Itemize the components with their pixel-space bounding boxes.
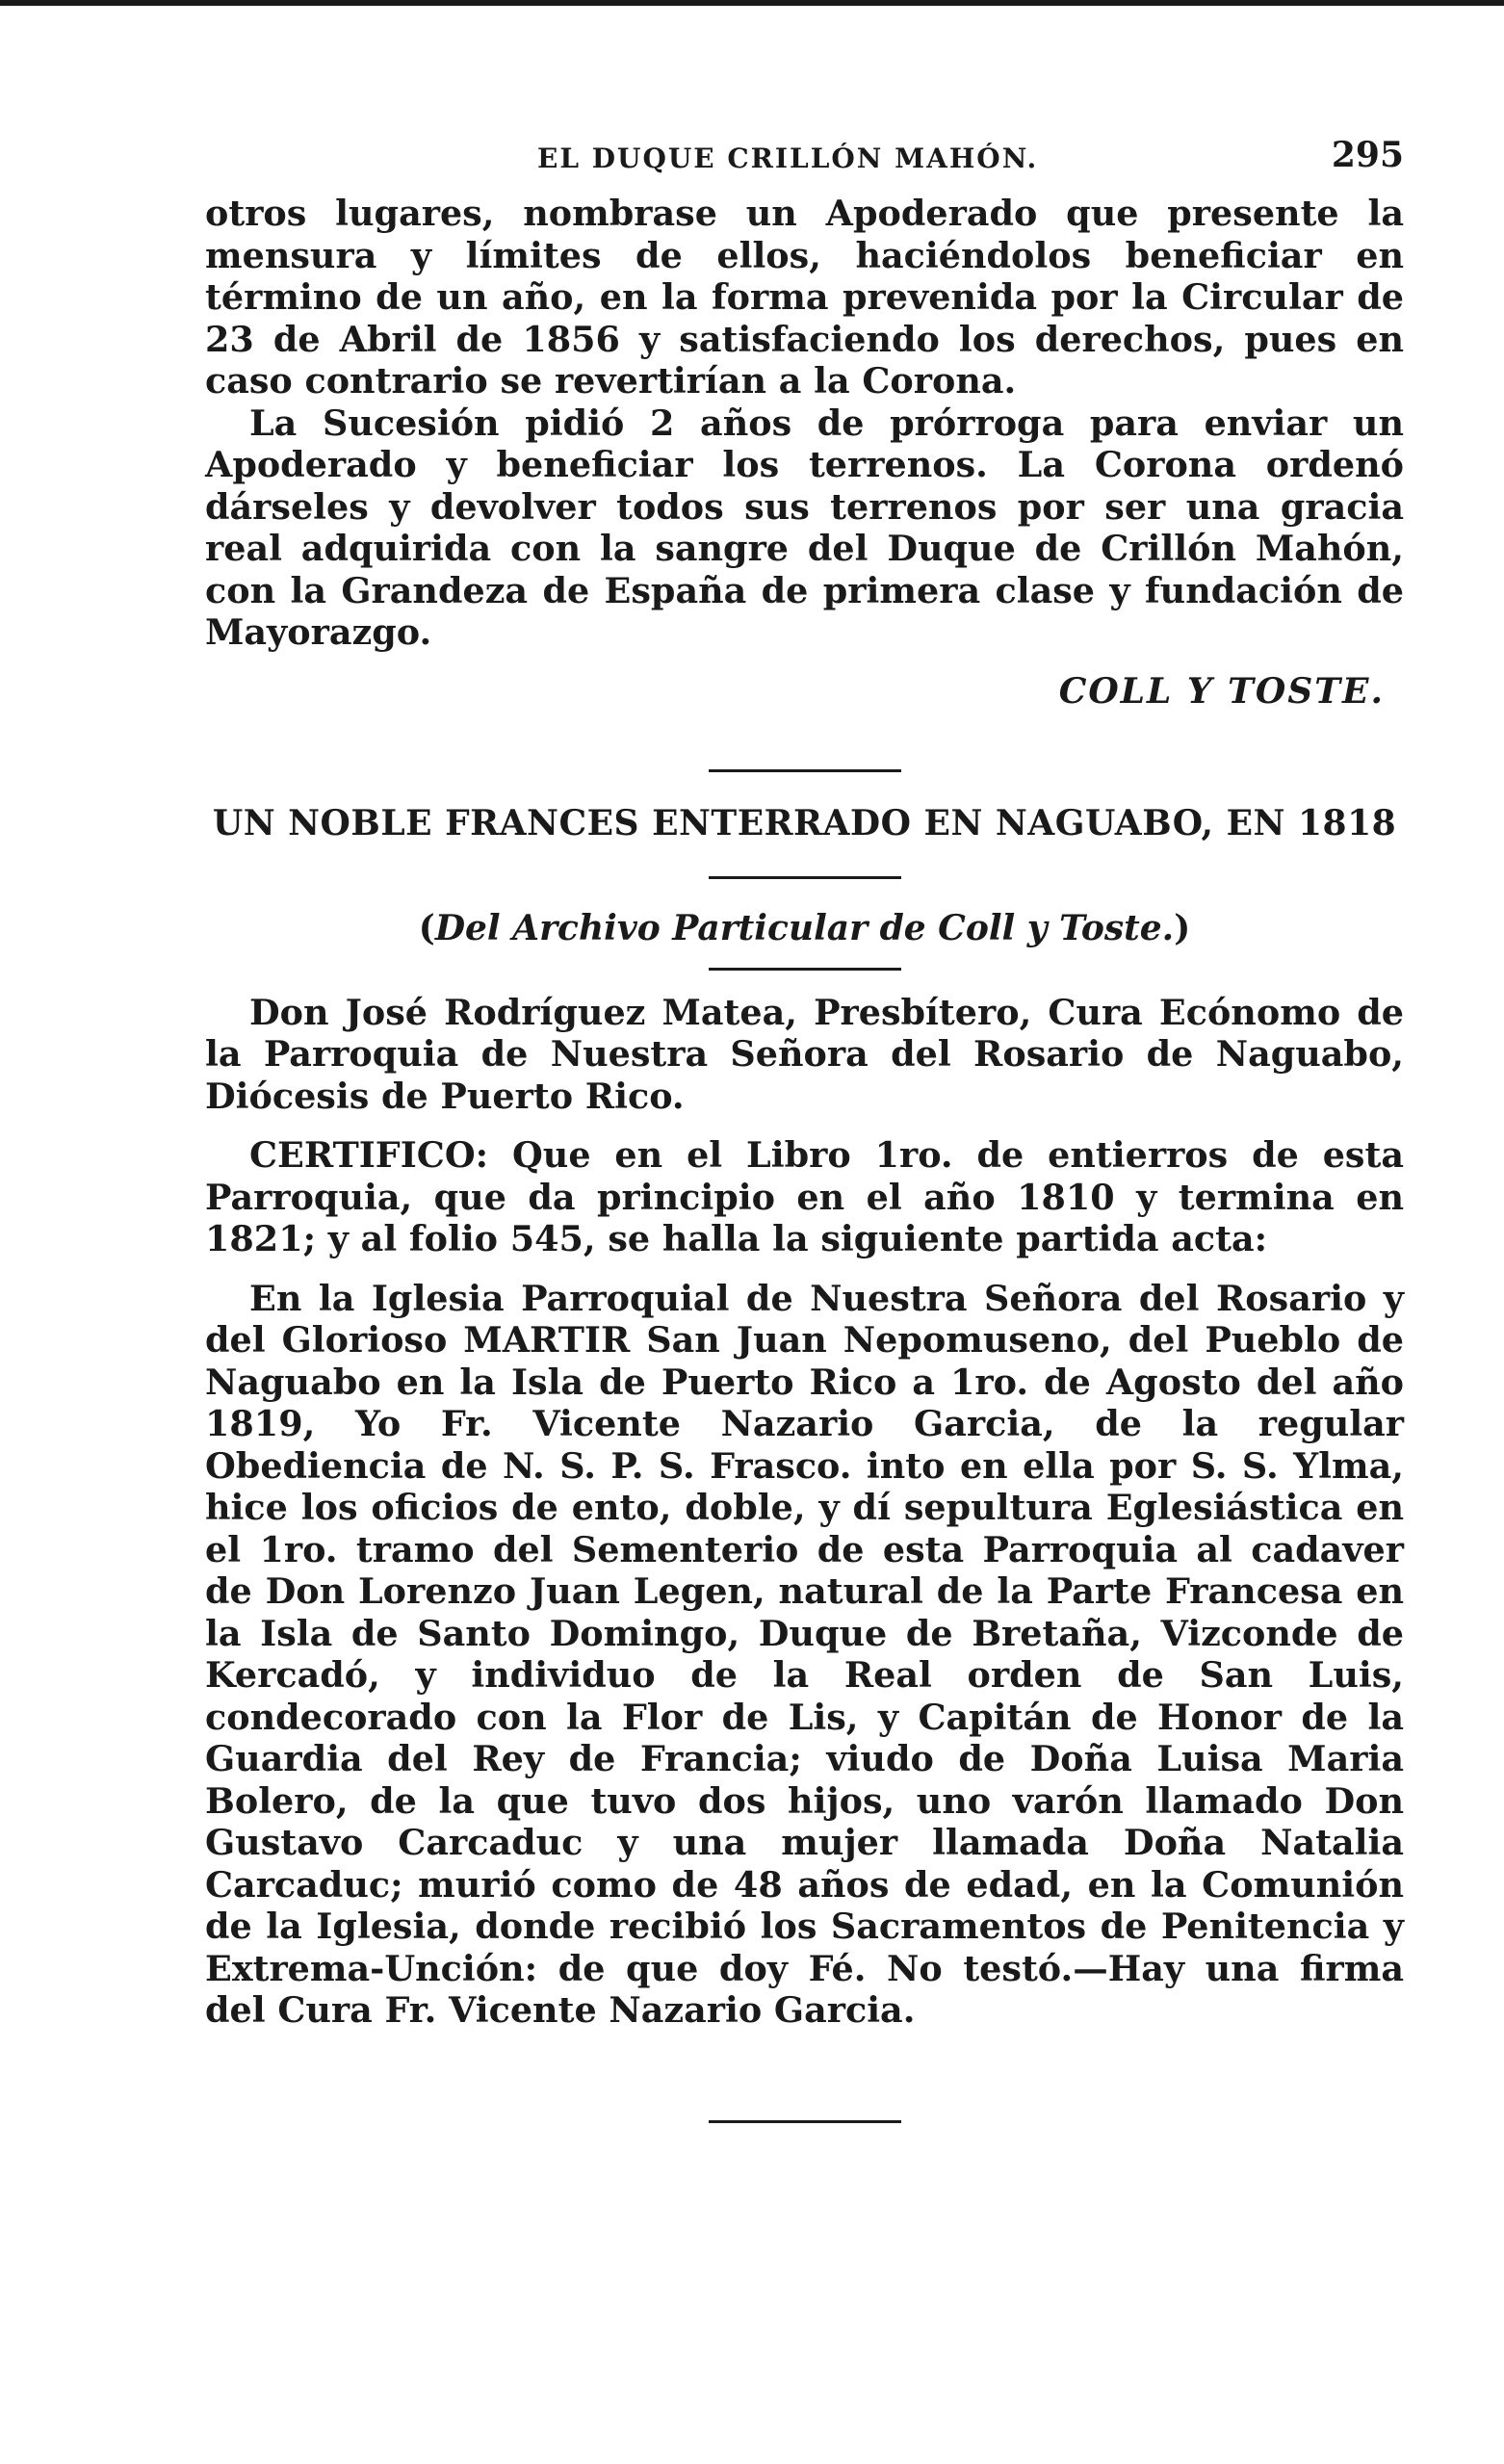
running-head [205, 135, 1404, 193]
book-page [205, 135, 1404, 2123]
article-2-title: UN NOBLE FRANCES ENTERRADO EN NAGUABO, EN 1818 [212, 802, 1397, 843]
source-text: Del Archivo Particular de Coll y Toste. [434, 907, 1175, 948]
article-2-paragraph-3: En la Iglesia Parroquial de Nuestra Señora del Rosario y del Glorioso MARTIR San Juan Nepomuseno, del Pueblo de Naguabo en la Isla de Puerto Rico a 1ro. de Agosto del año 1819, Yo Fr. Vicente Nazario Garcia, de la regular Obediencia de N. S. P. S. Frasco. into en ella por S. S. Ylma, hice los oficios de ento, doble, y dí sepultura Eglesiástica en el 1ro. tramo del Sementerio de esta Parroquia al cadaver de Don Lorenzo Juan Legen, natural de la Parte Francesa en la Isla de Santo Domingo, Duque de Bretaña, Vizconde de Kercadó, y individuo de la Real orden de San Luis, condecorado con la Flor de Lis, y Capitán de Honor de la Guardia del Rey de Francia; viudo de Doña Luisa Maria Bolero, de la que tuvo dos hijos, uno varón llamado Don Gustavo Carcaduc y una mujer llamada Doña Natalia Carcaduc; murió como de 48 años de edad, en la Comunión de la Iglesia, donde recibió los Sacramentos de Penitencia y Extrema-Unción: de que doy Fé. No testó.—Hay una firma del Cura Fr. Vicente Nazario Garcia. [205, 1277, 1404, 2031]
end-divider [709, 2120, 901, 2123]
source-divider [709, 968, 901, 971]
article-2-paragraph-1: Don José Rodríguez Matea, Presbítero, Cura Ecónomo de la Parroquia de Nuestra Señora del Rosario de Naguabo, Diócesis de Puerto Rico. [205, 991, 1404, 1117]
source-note [205, 908, 1404, 948]
article-2-paragraph-2: CERTIFICO: Que en el Libro 1ro. de entierros de esta Parroquia, que da principio en el año 1810 y termina en 1821; y al folio 545, se halla la siguiente partida acta: [205, 1134, 1404, 1259]
author-signature: COLL Y TOSTE. [1058, 670, 1385, 712]
source-close-paren: ) [1174, 907, 1191, 948]
top-border-rule [0, 0, 1504, 6]
source-open-paren: ( [418, 907, 435, 948]
page-number: 295 [1331, 135, 1404, 175]
title-divider [709, 876, 901, 879]
section-divider [709, 769, 901, 772]
article-1-paragraph-2: La Sucesión pidió 2 años de prórroga para enviar un Apoderado y beneficiar los terrenos. La Corona ordenó dárseles y devolver todos sus terrenos por ser una gracia real adquirida con la sangre del Duque de Crillón Mahón, con la Grandeza de España de primera clase y fundación de Mayorazgo. [205, 402, 1404, 653]
article-1-paragraph-1: otros lugares, nombrase un Apoderado que presente la mensura y límites de ellos, haciéndolos beneficiar en término de un año, en la forma prevenida por la Circular de 23 de Abril de 1856 y satisfaciendo los derechos, pues en caso contrario se revertirían a la Corona. [205, 193, 1404, 402]
running-title: EL DUQUE CRILLÓN MAHÓN. [537, 143, 1039, 174]
